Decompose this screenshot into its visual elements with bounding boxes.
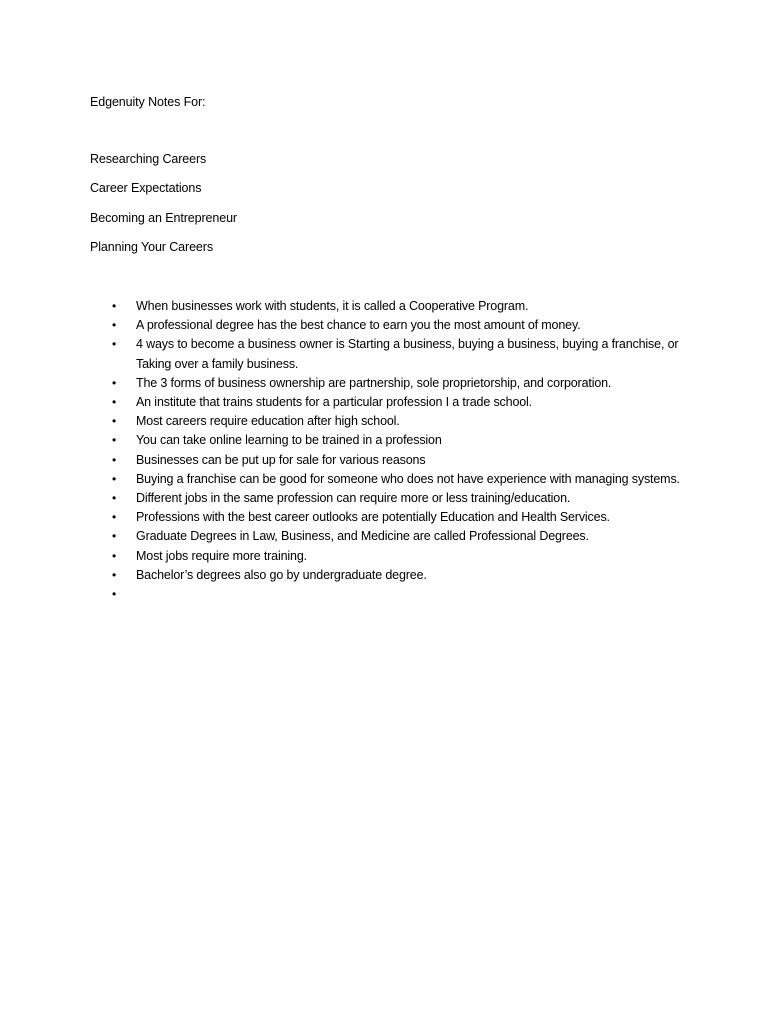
document-title: Edgenuity Notes For: xyxy=(90,95,206,109)
list-item xyxy=(112,566,682,585)
bullet-icon: • xyxy=(112,471,117,486)
bullet-icon: • xyxy=(112,299,117,313)
bullet-icon: • xyxy=(112,452,117,467)
bullet-icon: • xyxy=(112,510,117,525)
note-text: You can take online learning to be trained in a profession xyxy=(136,433,442,448)
list-item xyxy=(112,470,682,489)
bullet-icon: • xyxy=(112,567,117,582)
list-item xyxy=(112,489,682,508)
section-item: Researching Careers xyxy=(90,152,207,166)
note-text: Most jobs require more training. xyxy=(136,548,307,563)
list-item xyxy=(112,374,682,393)
note-text: Most careers require education after high school. xyxy=(136,414,400,429)
bullet-icon: • xyxy=(112,529,117,544)
list-item xyxy=(112,393,682,412)
list-item xyxy=(112,547,682,566)
section-list xyxy=(90,151,237,268)
section-item: Planning Your Careers xyxy=(90,239,213,254)
list-item xyxy=(112,431,682,450)
section-item: Becoming an Entrepreneur xyxy=(90,210,237,225)
bullet-icon: • xyxy=(112,414,117,429)
note-text: The 3 forms of business ownership are partnership, sole proprietorship, and corporation. xyxy=(136,375,612,390)
note-text: Bachelor’s degrees also go by undergraduate degree. xyxy=(136,567,427,582)
list-item xyxy=(112,527,682,546)
note-text: An institute that trains students for a particular profession I a trade school. xyxy=(136,395,533,410)
note-text: A professional degree has the best chance to earn you the most amount of money. xyxy=(136,318,581,333)
bullet-icon: • xyxy=(112,395,117,410)
note-text: Buying a franchise can be good for someone who does not have experience with managing systems. xyxy=(136,471,680,486)
bullet-icon: • xyxy=(112,318,117,333)
note-text: Professions with the best career outlooks are potentially Education and Health Services. xyxy=(136,510,610,525)
list-item xyxy=(112,335,682,373)
list-item xyxy=(112,316,682,335)
list-item xyxy=(112,412,682,431)
bullet-icon: • xyxy=(112,337,117,352)
list-item xyxy=(112,585,682,604)
note-text: 4 ways to become a business owner is Starting a business, buying a business, buying a franchise, or Taking over a family business. xyxy=(136,337,679,371)
bullet-icon: • xyxy=(112,491,117,506)
bullet-icon: • xyxy=(112,548,117,563)
notes-list xyxy=(112,297,682,604)
list-item xyxy=(112,297,682,316)
list-item xyxy=(112,508,682,527)
note-text: Different jobs in the same profession can require more or less training/education. xyxy=(136,491,571,506)
note-text: Businesses can be put up for sale for various reasons xyxy=(136,452,426,467)
bullet-icon: • xyxy=(112,433,117,448)
bullet-icon: • xyxy=(112,375,117,390)
note-text: Graduate Degrees in Law, Business, and Medicine are called Professional Degrees. xyxy=(136,529,589,544)
bullet-icon: • xyxy=(112,587,117,602)
section-item: Career Expectations xyxy=(90,181,202,196)
note-text: When businesses work with students, it is called a Cooperative Program. xyxy=(136,299,529,313)
list-item xyxy=(112,451,682,470)
